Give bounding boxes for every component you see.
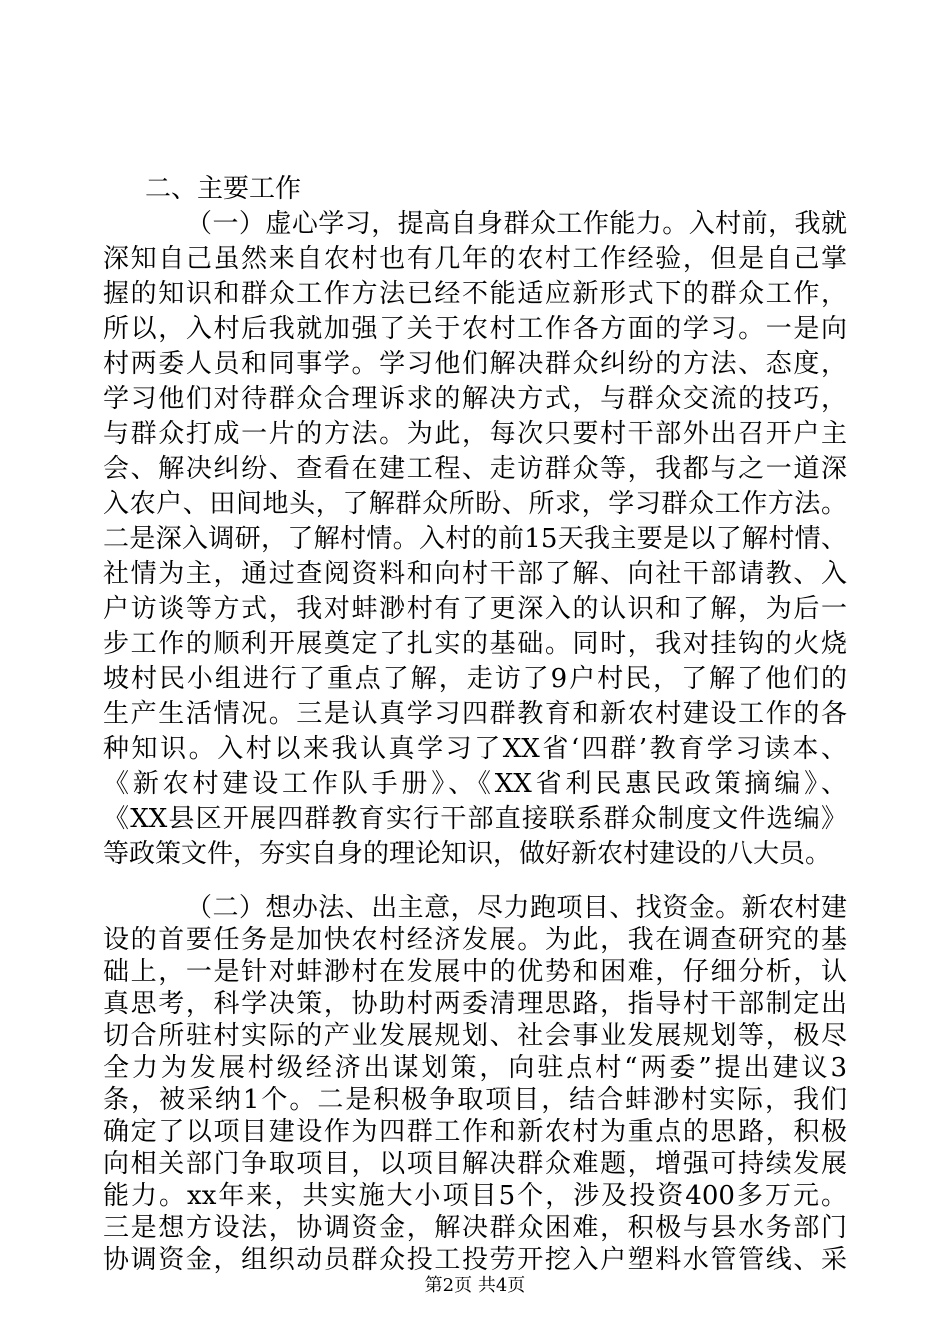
- paragraph-line: 真思考，科学决策，协助村两委清理思路，指导村干部制定出: [103, 989, 847, 1019]
- paragraph-line: 条，被采纳1个。二是积极争取项目，结合蚌渺村实际，我们: [103, 1085, 847, 1115]
- paragraph-line: 与群众打成一片的方法。为此，每次只要村干部外出召开户主: [103, 419, 847, 449]
- paragraph-line: 村两委人员和同事学。学习他们解决群众纠纷的方法、态度，: [103, 349, 847, 379]
- paragraph-line: 坡村民小组进行了重点了解，走访了9户村民，了解了他们的: [103, 664, 847, 694]
- paragraph-line: 确定了以项目建设作为四群工作和新农村为重点的思路，积极: [103, 1117, 847, 1147]
- paragraph-line: 二是深入调研，了解村情。入村的前15天我主要是以了解村情、: [103, 524, 847, 554]
- paragraph-line: 所以，入村后我就加强了关于农村工作各方面的学习。一是向: [103, 314, 847, 344]
- paragraph-line: 会、解决纠纷、查看在建工程、走访群众等，我都与之一道深: [103, 454, 847, 484]
- paragraph-line: 握的知识和群众工作方法已经不能适应新形式下的群众工作，: [103, 279, 847, 309]
- paragraph-line: （二）想办法、出主意，尽力跑项目、找资金。新农村建: [186, 893, 847, 923]
- paragraph-line: 《XX县区开展四群教育实行干部直接联系群众制度文件选编》: [103, 804, 847, 834]
- paragraph-line: 《新农村建设工作队手册》、《XX省利民惠民政策摘编》、: [103, 769, 847, 799]
- paragraph-line: 步工作的顺利开展奠定了扎实的基础。同时，我对挂钩的火烧: [103, 629, 847, 659]
- paragraph-line: 向相关部门争取项目，以项目解决群众难题，增强可持续发展: [103, 1149, 847, 1179]
- paragraph-line: 户访谈等方式，我对蚌渺村有了更深入的认识和了解，为后一: [103, 594, 847, 624]
- paragraph-line: 等政策文件，夯实自身的理论知识，做好新农村建设的八大员。: [103, 839, 832, 869]
- paragraph-line: 学习他们对待群众合理诉求的解决方式，与群众交流的技巧，: [103, 384, 847, 414]
- paragraph-line: 设的首要任务是加快农村经济发展。为此，我在调查研究的基: [103, 925, 847, 955]
- paragraph-line: 三是想方设法，协调资金，解决群众困难，积极与县水务部门: [103, 1213, 847, 1243]
- paragraph-line: 社情为主，通过查阅资料和向村干部了解、向社干部请教、入: [103, 559, 847, 589]
- paragraph-line: 深知自己虽然来自农村也有几年的农村工作经验，但是自己掌: [103, 244, 847, 274]
- paragraph-line: 全力为发展村级经济出谋划策，向驻点村“两委”提出建议3: [103, 1053, 847, 1083]
- paragraph-line: 入农户、田间地头，了解群众所盼、所求，学习群众工作方法。: [103, 489, 847, 519]
- paragraph-line: （一）虚心学习，提高自身群众工作能力。入村前，我就: [186, 209, 847, 239]
- paragraph-line: 础上，一是针对蚌渺村在发展中的优势和困难，仔细分析，认: [103, 957, 847, 987]
- paragraph-line: 切合所驻村实际的产业发展规划、社会事业发展规划等，极尽: [103, 1021, 847, 1051]
- paragraph-line: 协调资金，组织动员群众投工投劳开挖入户塑料水管管线、采: [103, 1245, 847, 1275]
- page-footer: 第2页 共4页: [424, 1275, 526, 1296]
- paragraph-line: 种知识。入村以来我认真学习了XX省‘四群’教育学习读本、: [103, 734, 847, 764]
- paragraph-line: 生产生活情况。三是认真学习四群教育和新农村建设工作的各: [103, 699, 847, 729]
- paragraph-line: 能力。xx年来，共实施大小项目5个，涉及投资400多万元。: [103, 1181, 847, 1211]
- section-heading: 二、主要工作: [145, 174, 302, 204]
